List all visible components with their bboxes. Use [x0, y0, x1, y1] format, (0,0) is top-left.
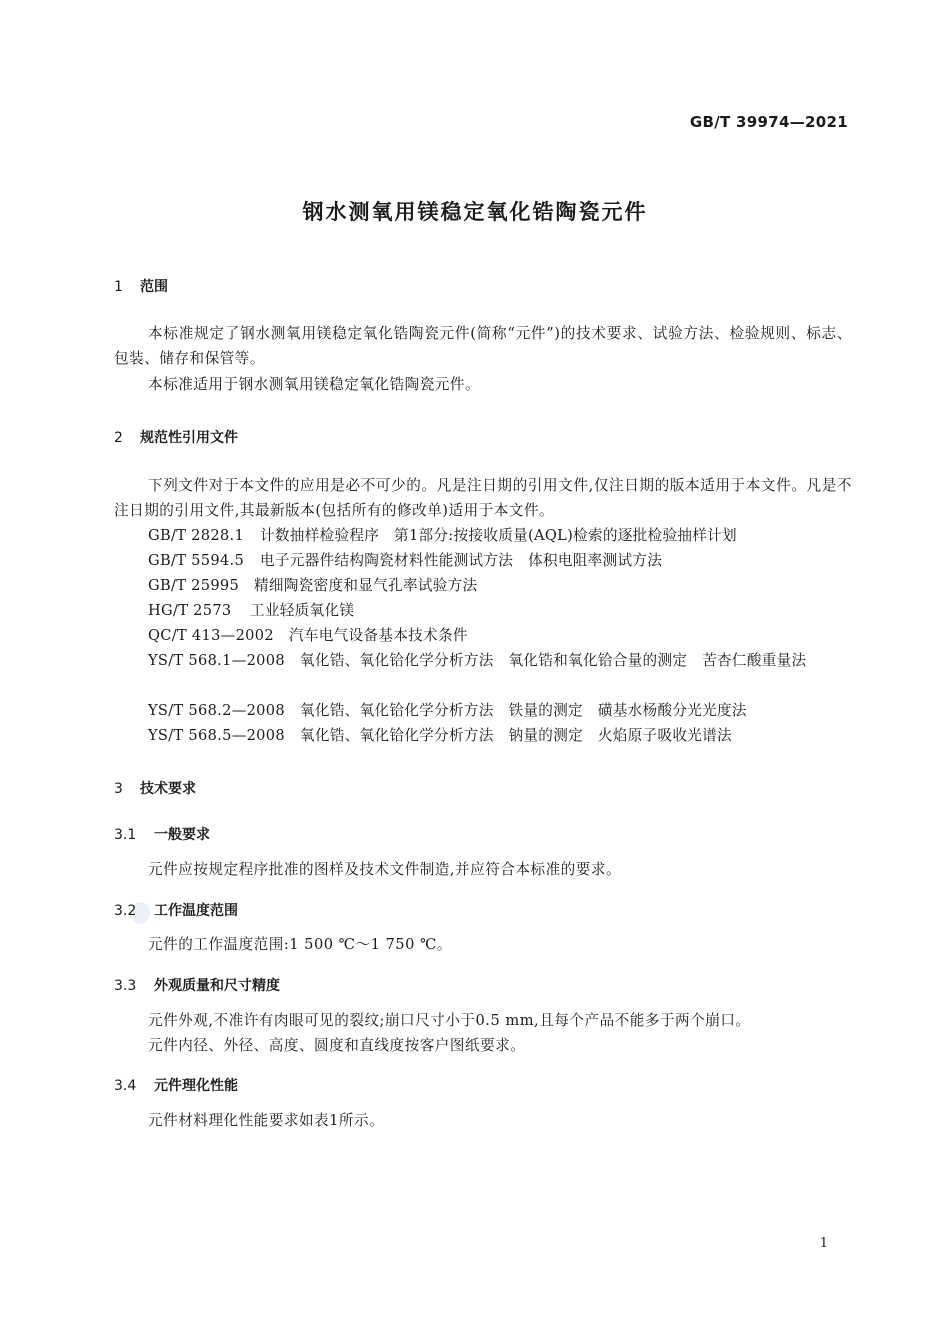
reference-code: GB/T 2828.1	[148, 527, 245, 544]
reference-title: 计数抽样检验程序 第1部分:按接收质量(AQL)检索的逐批检验抽样计划	[260, 527, 737, 544]
subsection-number: 3.4	[114, 1078, 137, 1094]
page-number: 1	[819, 1236, 828, 1251]
section-3-heading	[114, 778, 196, 798]
scope-paragraph-1: 本标准规定了钢水测氧用镁稳定氧化锆陶瓷元件(简称“元件”)的技术要求、试验方法、检验规则、标志、包装、储存和保管等。	[114, 325, 852, 367]
subsection-3-1-heading	[114, 824, 210, 844]
reference-item	[148, 723, 852, 748]
reference-item	[148, 573, 852, 598]
section-2-heading	[114, 427, 238, 447]
reference-item	[148, 598, 852, 623]
standard-code: GB/T 39974—2021	[689, 113, 848, 131]
reference-item	[148, 698, 852, 723]
subsection-number: 3.2	[114, 903, 137, 919]
subsection-title: 元件理化性能	[154, 1078, 238, 1094]
reference-title: 电子元器件结构陶瓷材料性能测试方法 体积电阻率测试方法	[260, 552, 663, 569]
reference-code: QC/T 413—2002	[148, 627, 274, 644]
references-intro: 下列文件对于本文件的应用是必不可少的。凡是注日期的引用文件,仅注日期的版本适用于本文件。凡是不注日期的引用文件,其最新版本(包括所有的修改单)适用于本文件。	[114, 477, 852, 519]
reference-title: 精细陶瓷密度和显气孔率试验方法	[254, 577, 478, 594]
reference-item	[148, 523, 852, 548]
section-1-heading	[114, 276, 168, 296]
section-number: 1	[114, 279, 123, 295]
reference-code: HG/T 2573	[148, 602, 232, 619]
reference-code: GB/T 25995	[148, 577, 240, 594]
physicochemical-paragraph: 元件材料理化性能要求如表1所示。	[148, 1112, 385, 1129]
general-requirements-paragraph: 元件应按规定程序批准的图样及技术文件制造,并应符合本标准的要求。	[148, 861, 622, 878]
subsection-3-3-heading	[114, 975, 280, 995]
reference-item	[148, 548, 852, 573]
subsection-number: 3.1	[114, 827, 137, 843]
section-title: 范围	[140, 279, 168, 295]
subsection-title: 外观质量和尺寸精度	[154, 978, 280, 994]
reference-title: 氧化锆、氧化铪化学分析方法 铁量的测定 磺基水杨酸分光光度法	[300, 702, 747, 719]
appearance-paragraph-1: 元件外观,不准许有肉眼可见的裂纹;崩口尺寸小于0.5 mm,且每个产品不能多于两个崩口。	[148, 1012, 751, 1029]
reference-code: GB/T 5594.5	[148, 552, 245, 569]
section-title: 规范性引用文件	[140, 430, 238, 446]
subsection-3-2-heading	[114, 900, 238, 920]
reference-code: YS/T 568.1—2008	[148, 652, 285, 669]
reference-code: YS/T 568.2—2008	[148, 702, 285, 719]
scope-paragraph-2: 本标准适用于钢水测氧用镁稳定氧化锆陶瓷元件。	[148, 376, 481, 393]
appearance-paragraph-2: 元件内径、外径、高度、圆度和直线度按客户图纸要求。	[148, 1037, 526, 1054]
section-number: 3	[114, 781, 123, 797]
reference-item	[114, 648, 852, 673]
subsection-title: 工作温度范围	[154, 903, 238, 919]
reference-title: 汽车电气设备基本技术条件	[289, 627, 468, 644]
reference-title: 工业轻质氧化镁	[250, 602, 355, 619]
subsection-3-4-heading	[114, 1075, 238, 1095]
document-title: 钢水测氧用镁稳定氧化锆陶瓷元件	[302, 200, 648, 224]
section-number: 2	[114, 430, 123, 446]
reference-title: 氧化锆、氧化铪化学分析方法 钠量的测定 火焰原子吸收光谱法	[300, 727, 732, 744]
temperature-range-paragraph: 元件的工作温度范围:1 500 ℃～1 750 ℃。	[148, 936, 452, 953]
subsection-title: 一般要求	[154, 827, 210, 843]
reference-code: YS/T 568.5—2008	[148, 727, 285, 744]
reference-title: 氧化锆、氧化铪化学分析方法 氧化锆和氧化铪合量的测定 苦杏仁酸重量法	[300, 652, 807, 669]
subsection-number: 3.3	[114, 978, 137, 994]
section-title: 技术要求	[140, 781, 196, 797]
reference-item	[148, 623, 852, 648]
